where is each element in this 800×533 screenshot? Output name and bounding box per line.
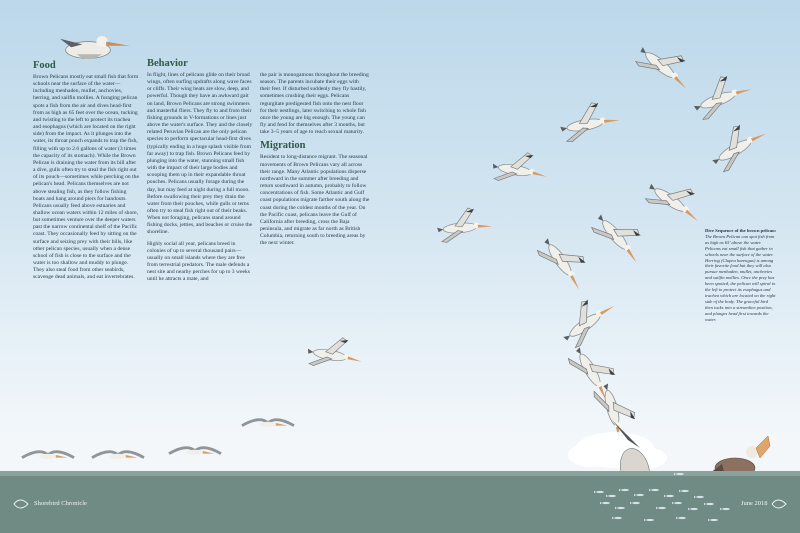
behavior-heading: Behavior <box>147 58 188 69</box>
food-heading: Food <box>33 60 56 71</box>
behavior-paragraph-2: Highly social all year, pelicans breed in colonies of up to several thousand pairs—usually on small islands where they are free from terrestrial predators. The male defends a nest site and nearby perches for up to 3 weeks until he attracts a mate, and <box>147 240 250 283</box>
caption-body: The Brown Pelican can spot fish from as high as 65' above the water. Pelicans eat small fish that gather in schools near the surface of the water. Herring (Clupea harengus) is among their favorite food but they will also pursue menhaden, mullet, anchovies and sailfin mollies. Once the prey has been spotted, the pelican will spiral to the left to protect its esophagus and trachea which are located on the right side of the body. The graceful bird then tucks into a streamline position, and plunges head first towards the water. <box>705 233 776 322</box>
behavior-paragraph-1: In flight, lines of pelicans glide on their broad wings, often surfing updrafts along wave faces or cliffs. Their wing beats are slow, deep, and powerful. Though they have an awkward gait on land, Brown Pelicans are strong swimmers and masterful fliers. They fly to and from their fishing grounds in V-formations or lines just above the water's surface. They and the closely related Peruvian Pelican are the only pelican species to perform spectacular head-first dives (typically ending in a huge splash visible from far away) to trap fish. Brown Pelicans feed by plunging into the water, stunning small fish with the impact of their large bodies and scooping them up in their expandable throat pouches. Pelicans usually forage during the day, but may feed at night during a full moon. Before swallowing their prey they drain the water from their pouches, while gulls or terns often try to steal fish right out of their beaks. When not foraging, pelicans stand around fishing docks, jetties, and beaches or cruise the shoreline. <box>147 72 253 236</box>
footer-publication: Shorebird Chronicle <box>34 500 87 507</box>
footer-date: June 2018 <box>741 500 768 507</box>
behavior-migration-column <box>260 72 370 251</box>
dive-sequence-caption <box>705 228 777 323</box>
migration-text: Resident to long-distance migrant. The seasonal movements of Brown Pelicans vary all across their range. Many Atlantic populations disperse northward in the summer after breeding and return southward in autumn, probably to follow concentrations of fish. Some Atlantic and Gulf coast populations migrate farther south along the coast during the coldest months of the year. On the Pacific coast, pelicans leave the Gulf of California after breeding, cross the Baja peninsula, and migrate as far north as British Columbia, returning south to breeding areas by the next winter. <box>260 154 370 247</box>
food-text: Brown Pelicans mostly eat small fish that form schools near the surface of the water—including menhaden, mullet, anchovies, herring, and sailfin mollies. A foraging pelican spots a fish from the air and dives head-first from as high as 65 feet over the ocean, tucking and twisting to the left to protect its trachea and esophagus (which are located on the right side) from the impact. As it plunges into the water, its throat pouch expands to trap the fish, filling with up to 2.6 gallons of water (3 times the capacity of its stomach). While the Brown Pelican is draining the water from its bill after a dive, gulls often try to steal the fish right out of its pouch—sometimes while perching on the pelican's head. Pelicans themselves are not above stealing fish, as they follow fishing boats and hang around piers for handouts. Pelicans usually feed above estuaries and shallow ocean waters within 12 miles of shore, but sometimes venture over the deeper waters past the narrow continental shelf of the Pacific coast. They occasionally feed by sitting on the surface and seizing prey with their bills, like other pelican species, usually when a dense school of fish is close to the surface and the water is too shallow and muddy to plunge. They also steal food from other seabirds, scavenge dead animals, and eat invertebrates. <box>33 74 139 281</box>
food-column <box>33 60 139 286</box>
behavior-column <box>147 58 253 288</box>
migration-heading: Migration <box>260 140 306 152</box>
fish-school-icon <box>594 473 730 522</box>
fish-logo-icon <box>14 500 786 508</box>
behavior-paragraph-3: the pair is monogamous throughout the breeding season. The parents incubate their eggs with their feet. If disturbed suddenly they fly hastily, sometimes crushing their eggs. Pelicans regurgitate predigested fish onto the nest floor for their nestlings, later switching to whole fish once the young are big enough. The young can fly and fend for themselves after 3 months, but take 3–5 years of age to reach sexual maturity. <box>260 72 369 136</box>
caption-title: Dive Sequence of the brown pelican: <box>705 228 777 233</box>
